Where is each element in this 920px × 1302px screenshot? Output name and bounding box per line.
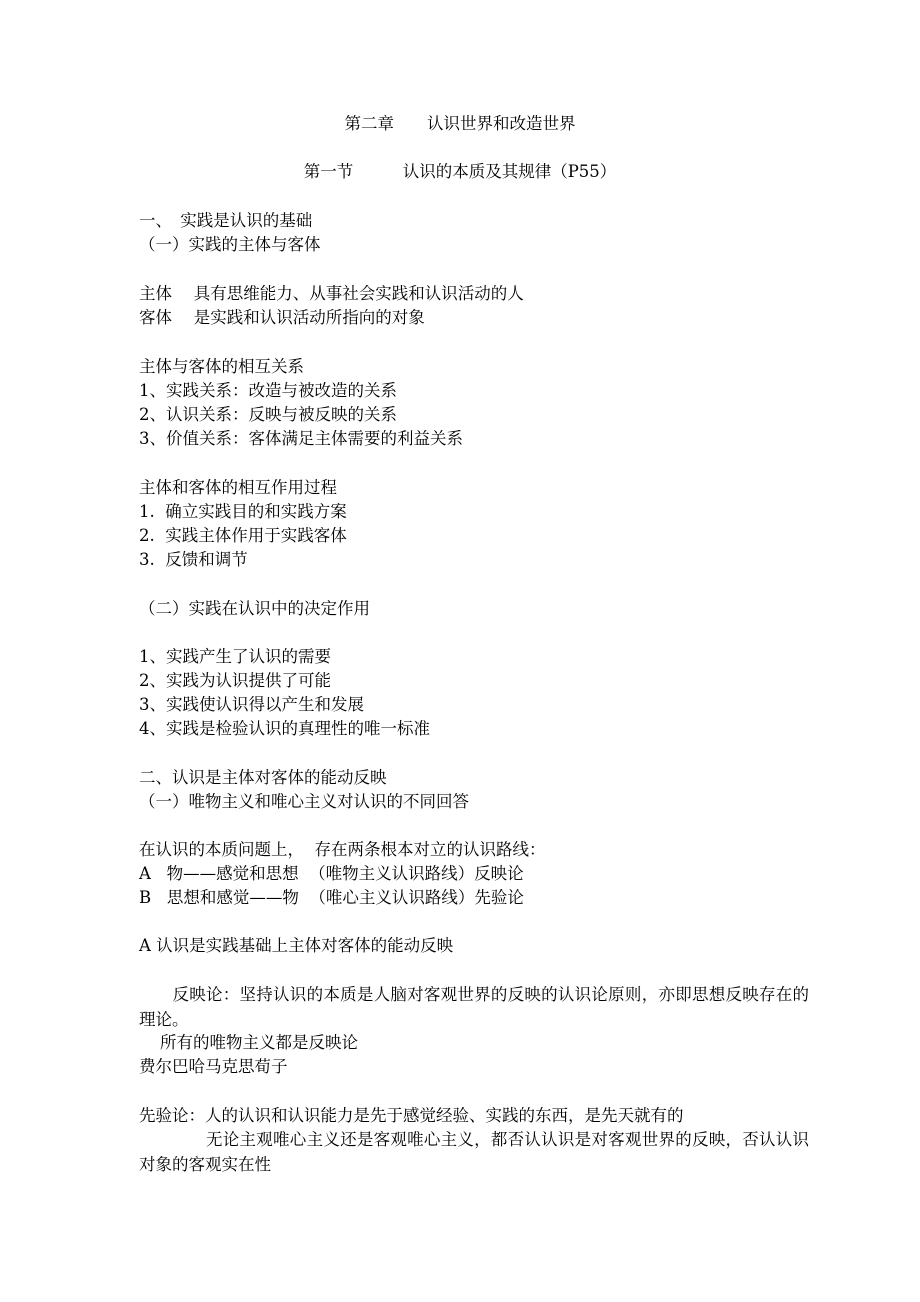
paragraph-reflection-theory: 反映论：坚持认识的本质是人脑对客观世界的反映的认识论原则，亦即思想反映存在的理论。 xyxy=(139,985,809,1029)
subheading-subject-object: （一）实践的主体与客体 xyxy=(139,235,321,254)
text-line: 所有的唯物主义都是反映论 xyxy=(139,1033,358,1052)
list-item: 1. 确立实践目的和实践方案 xyxy=(139,502,347,521)
subheading-different-answers: （一）唯物主义和唯心主义对认识的不同回答 xyxy=(139,792,469,811)
text-line: A 认识是实践基础上主体对客体的能动反映 xyxy=(139,936,454,955)
text-line: 主体 具有思维能力、从事社会实践和认识活动的人 xyxy=(139,284,524,303)
list-item: 4、实践是检验认识的真理性的唯一标准 xyxy=(139,719,430,738)
list-item: 2、认识关系：反映与被反映的关系 xyxy=(139,405,397,424)
text-line: 客体 是实践和认识活动所指向的对象 xyxy=(139,308,425,327)
text-line: 在认识的本质问题上， 存在两条根本对立的认识路线： xyxy=(139,840,546,859)
paragraph-apriorism: 无论主观唯心主义还是客观唯心主义，都否认认识是对客观世界的反映，否认认识对象的客观实在性 xyxy=(139,1130,809,1174)
text-line: 主体与客体的相互关系 xyxy=(139,357,304,376)
section-title: 第一节 认识的本质及其规律（P55） xyxy=(303,162,617,181)
list-item: 2、实践为认识提供了可能 xyxy=(139,671,331,690)
text-line: A 物——感觉和思想 （唯物主义认识路线）反映论 xyxy=(139,864,524,883)
text-line: 费尔巴哈马克思荀子 xyxy=(139,1057,288,1076)
list-item: 2. 实践主体作用于实践客体 xyxy=(139,526,347,545)
subheading-decisive-role: （二）实践在认识中的决定作用 xyxy=(139,599,370,618)
list-item: 3. 反馈和调节 xyxy=(139,550,248,569)
list-item: 1、实践产生了认识的需要 xyxy=(139,647,331,666)
text-line: 主体和客体的相互作用过程 xyxy=(139,478,337,497)
text-line: 先验论：人的认识和认识能力是先于感觉经验、实践的东西，是先天就有的 xyxy=(139,1106,684,1125)
list-item: 1、实践关系：改造与被改造的关系 xyxy=(139,381,397,400)
text-line: B 思想和感觉——物 （唯心主义认识路线）先验论 xyxy=(139,888,524,907)
heading-active-reflection: 二、认识是主体对客体的能动反映 xyxy=(139,768,387,787)
list-item: 3、实践使认识得以产生和发展 xyxy=(139,695,364,714)
heading-practice-basis: 一、 实践是认识的基础 xyxy=(139,211,313,230)
chapter-title: 第二章 认识世界和改造世界 xyxy=(344,114,576,133)
list-item: 3、价值关系：客体满足主体需要的利益关系 xyxy=(139,429,463,448)
